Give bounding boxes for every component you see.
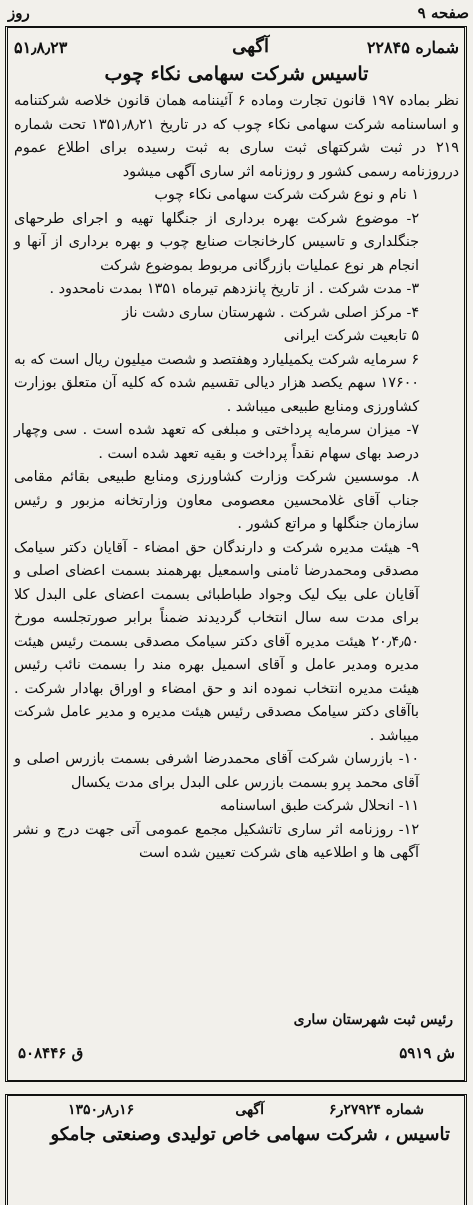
page-header xyxy=(0,0,473,26)
clause-8: ۸. موسسین شرکت وزارت کشاورزی ومنابع طبیعی بقائم مقامی جناب آقای غلامحسین معصومی معاون وزارتخانه مزبور و رئیس سازمان جنگلها و مراتع کشور . xyxy=(14,469,419,532)
page-number-label: صفحه ۹ xyxy=(417,4,469,22)
footer-serial: ش ۵۹۱۹ xyxy=(399,1044,455,1062)
intro-paragraph: نظر بماده ۱۹۷ قانون تجارت وماده ۶ آئیننامه همان قانون خلاصه شرکتنامه و اساسنامه شرکت سهامی نکاء چوب که در تاریخ ۱۳۵۱٫۸٫۲۱ تحت شماره ۲۱۹ در ثبت شرکتهای ثبت ساری به ثبت رسیده برای اطلاع عموم درروزنامه رسمی کشور و روزنامه اثر ساری آگهی میشود xyxy=(14,93,459,180)
clause-4: ۴- مرکز اصلی شرکت . شهرستان ساری دشت ناز xyxy=(122,304,419,321)
clause-3: ۳- مدت شرکت . از تاریخ پانزدهم تیرماه ۱۳۵۱ بمدت نامحدود . xyxy=(49,281,419,297)
clause-6: ۶ سرمایه شرکت یکمیلیارد وهفتصد و شصت میلیون ریال است که به ۱۷۶۰۰ سهم یکصد هزار دیالی تقسیم شده که کلیه آن متعلق بوزارت کشاورزی ومنابع طبیعی میباشد . xyxy=(14,351,419,415)
notice-date: ۵۱٫۸٫۲۳ xyxy=(14,38,68,57)
registration-number: شماره ۲۲۸۴۵ xyxy=(366,38,459,57)
clause-12: ۱۲- روزنامه اثر ساری تاتشکیل مجمع عمومی آتی جهت درج و نشر آگهی ها و اطلاعیه های شرکت تعیین شده است xyxy=(14,821,419,861)
clause-5: ۵ تابعیت شرکت ایرانی xyxy=(283,328,419,344)
notice-label: آگهی xyxy=(232,36,269,57)
notice-header xyxy=(14,38,459,60)
notice-body xyxy=(14,90,459,866)
notice-footer xyxy=(14,1044,459,1066)
clause-7: ۷- میزان سرمایه پرداختی و مبلغی که تعهد شده است . سی وچهار درصد بهای سهام نقداً پرداخت و بقیه تعهد شده است . xyxy=(14,422,419,462)
newspaper-name: روز xyxy=(8,4,30,22)
next-notice xyxy=(5,1094,467,1205)
notice-title: تاسیس شرکت سهامی نکاء چوب xyxy=(104,63,369,85)
clause-10: ۱۰- بازرسان شرکت آقای محمدرضا اشرفی بسمت بازرس اصلی و آقای محمد پرو بسمت بازرس علی البدل برای مدت یکسال xyxy=(14,751,419,791)
clause-2: ۲- موضوع شرکت بهره برداری از جنگلها تهیه و اجرای طرحهای جنگلداری و تاسیس کارخانجات صنایع چوب و بهره برداری از آنها و انجام هر نوع عملیات بازرگانی مربوط بموضوع شرکت xyxy=(14,210,419,274)
clause-9: ۹- هیئت مدیره شرکت و دارندگان حق امضاء - آقایان دکتر سیامک مصدقی ومحمدرضا ثامنی واسمعیل بهرهمند بسمت اعضای اصلی و آقایان علی بیک لیک وجواد طباطبائی بسمت اعضای علی البدل کلا برای مدت سه سال انتخاب گردیدند ضمناً برابر صورتجلسه مورخ ۲۰٫۴٫۵۰ هیئت مدیره آقای دکتر سیامک مصدقی بسمت رئیس هیئت مدیره ومدیر عامل و آقای اسمیل بهره مند را بسمت نائب رئیس هیئت مدیره انتخاب نموده اند و حق امضاء و اوراق بهادار شرکت . باآقای دکتر سیامک مصدقی رئیس هیئت مدیره و مدیر عامل شرکت میباشد . xyxy=(14,539,419,744)
next-notice-date: ۱۶ر۸ر۱۳۵۰ xyxy=(68,1102,135,1118)
next-registration-number: شماره ۲۷۹۲۴ر۶ xyxy=(329,1102,424,1118)
footer-code: ق ۵۰۸۴۴۶ xyxy=(18,1044,84,1062)
signature: رئیس ثبت شهرستان ساری xyxy=(293,1012,453,1028)
next-notice-title: تاسیس ، شرکت سهامی خاص تولیدی وصنعتی جامکو xyxy=(50,1124,450,1145)
next-notice-label: آگهی xyxy=(235,1102,264,1118)
clause-11: ۱۱- انحلال شرکت طبق اساسنامه xyxy=(219,798,419,814)
clause-1: ۱ نام و نوع شرکت شرکت سهامی نکاء چوب xyxy=(154,187,419,203)
